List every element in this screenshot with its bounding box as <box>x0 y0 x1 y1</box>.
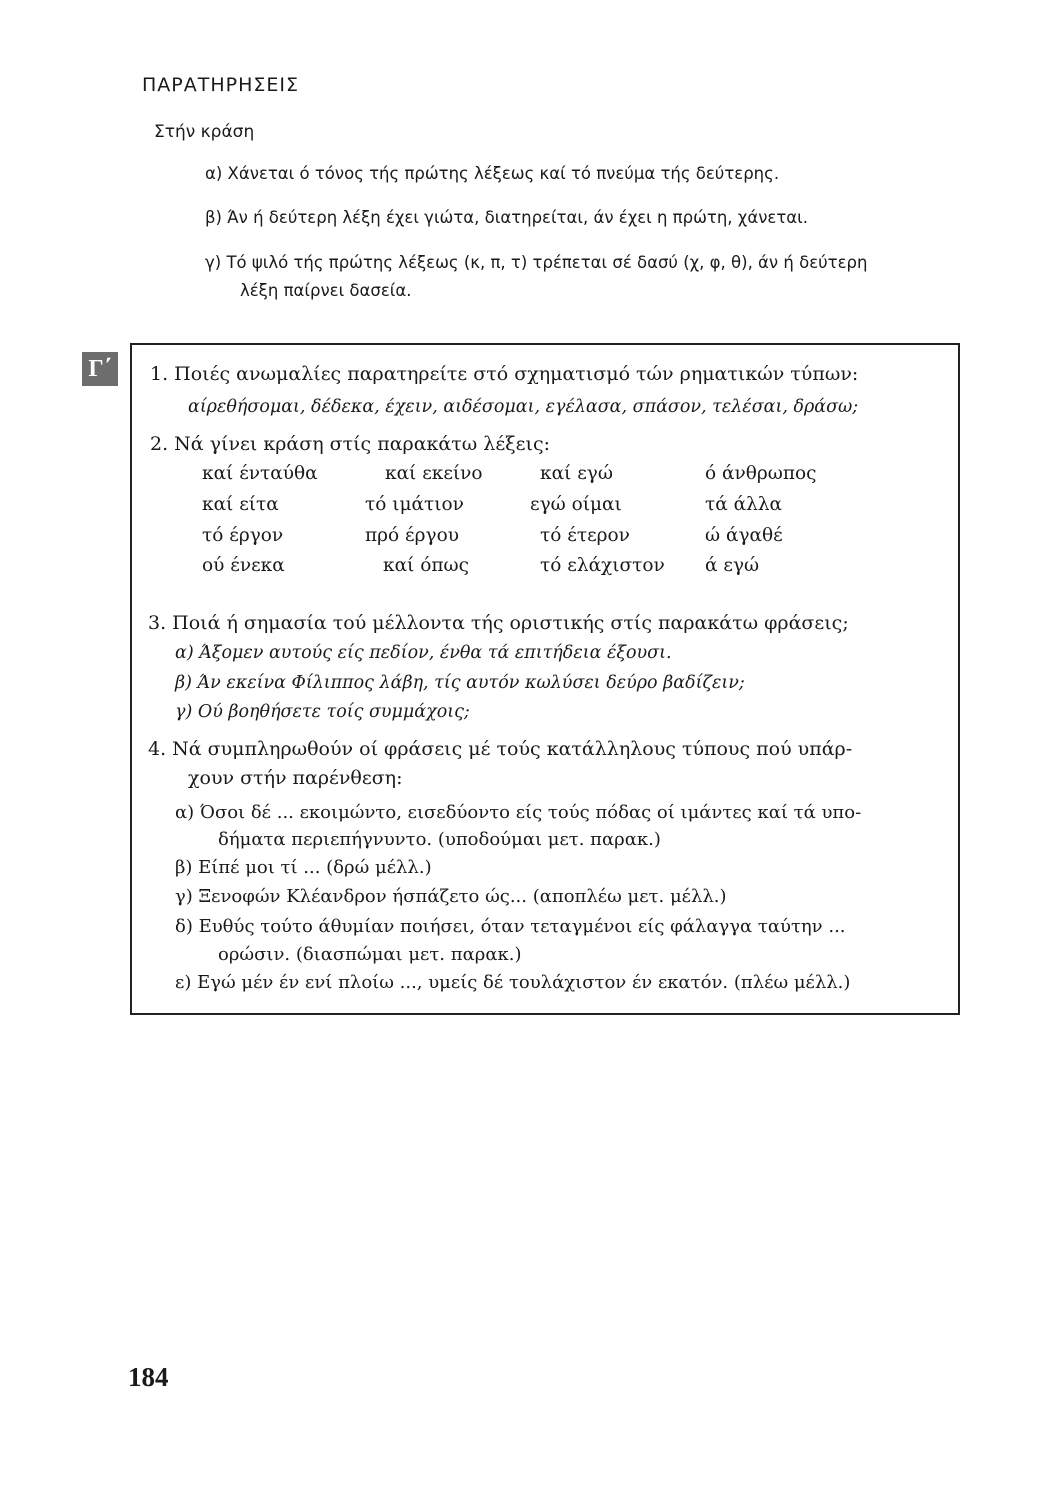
observation-c: γ) Τό ψιλό τής πρώτης λέξεως (κ, π, τ) τρέπεται σέ δασύ (χ, φ, θ), άν ή δεύτερη <box>205 253 868 272</box>
page-number: 184 <box>128 1362 169 1392</box>
word-cell: καί είτα <box>202 494 279 515</box>
word-cell: καί όπως <box>383 555 469 576</box>
exercise-4-item: ε) Εγώ μέν έν ενί πλοίω ..., υμείς δέ τουλάχιστον έν εκατόν. (πλέω μέλλ.) <box>175 972 851 993</box>
exercise-4-item: α) Όσοι δέ ... εκοιμώντο, εισεδύοντο είς τούς πόδας οί ιμάντες καί τά υπο- <box>175 802 862 823</box>
word-cell: τό ελάχιστον <box>540 555 665 576</box>
word-cell: καί ένταύθα <box>202 463 318 484</box>
exercise-4-item: δ) Ευθύς τούτο άθυμίαν ποιήσει, όταν τεταγμένοι είς φάλαγγα ταύτην ... <box>175 916 846 937</box>
word-cell: εγώ οίμαι <box>530 494 622 515</box>
exercise-3-item: γ) Ού βοηθήσετε τοίς συμμάχοις; <box>175 702 470 722</box>
exercise-4-item: γ) Ξενοφών Κλέανδρον ήσπάζετο ώς... (αποπλέω μετ. μέλλ.) <box>175 886 727 907</box>
section-heading: ΠΑΡΑΤΗΡΗΣΕΙΣ <box>142 74 299 96</box>
observation-b: β) Άν ή δεύτερη λέξη έχει γιώτα, διατηρείται, άν έχει η πρώτη, χάνεται. <box>205 208 808 227</box>
word-cell: καί εγώ <box>540 463 613 484</box>
exercise-1-question: 1. Ποιές ανωμαλίες παρατηρείτε στό σχηματισμό τών ρηματικών τύπων: <box>150 363 859 385</box>
intro-line: Στήν κράση <box>154 122 255 142</box>
word-cell: πρό έργου <box>365 525 459 546</box>
word-cell: ά εγώ <box>705 555 760 576</box>
word-cell: τό ιμάτιον <box>365 494 464 515</box>
word-cell: ό άνθρωπος <box>705 463 817 484</box>
word-cell: τό έργον <box>202 525 284 546</box>
word-cell: καί εκείνο <box>385 463 483 484</box>
exercise-2-question: 2. Νά γίνει κράση στίς παρακάτω λέξεις: <box>150 433 550 455</box>
observation-a: α) Χάνεται ό τόνος τής πρώτης λέξεως καί τό πνεύμα τής δεύτερης. <box>205 164 780 183</box>
exercise-4-question-cont: χουν στήν παρένθεση: <box>188 767 403 789</box>
exercise-4-item: β) Είπέ μοι τί ... (δρώ μέλλ.) <box>175 857 432 878</box>
observation-c-cont: λέξη παίρνει δασεία. <box>240 281 412 300</box>
word-cell: ού ένεκα <box>202 555 285 576</box>
word-cell: ώ άγαθέ <box>705 525 783 546</box>
exercise-1-forms: αίρεθήσομαι, δέδεκα, έχειν, αιδέσομαι, εγέλασα, σπάσον, τελέσαι, δράσω; <box>188 397 859 417</box>
exercise-4-item-cont: ορώσιν. (διασπώμαι μετ. παρακ.) <box>218 944 522 965</box>
exercise-3-question: 3. Ποιά ή σημασία τού μέλλοντα τής οριστικής στίς παρακάτω φράσεις; <box>148 612 849 634</box>
word-cell: τό έτερον <box>540 525 630 546</box>
section-marker: Γ΄ <box>82 352 118 386</box>
exercise-3-item: α) Άξομεν αυτούς είς πεδίον, ένθα τά επιτήδεια έξουσι. <box>175 643 672 663</box>
exercise-3-item: β) Άν εκείνα Φίλιππος λάβη, τίς αυτόν κωλύσει δεύρο βαδίζειν; <box>175 673 745 693</box>
word-cell: τά άλλα <box>705 494 783 515</box>
exercise-4-item-cont: δήματα περιεπήγνυντο. (υποδούμαι μετ. παρακ.) <box>218 829 661 850</box>
exercise-4-question: 4. Νά συμπληρωθούν οί φράσεις μέ τούς κατάλληλους τύπους πού υπάρ- <box>148 738 853 760</box>
